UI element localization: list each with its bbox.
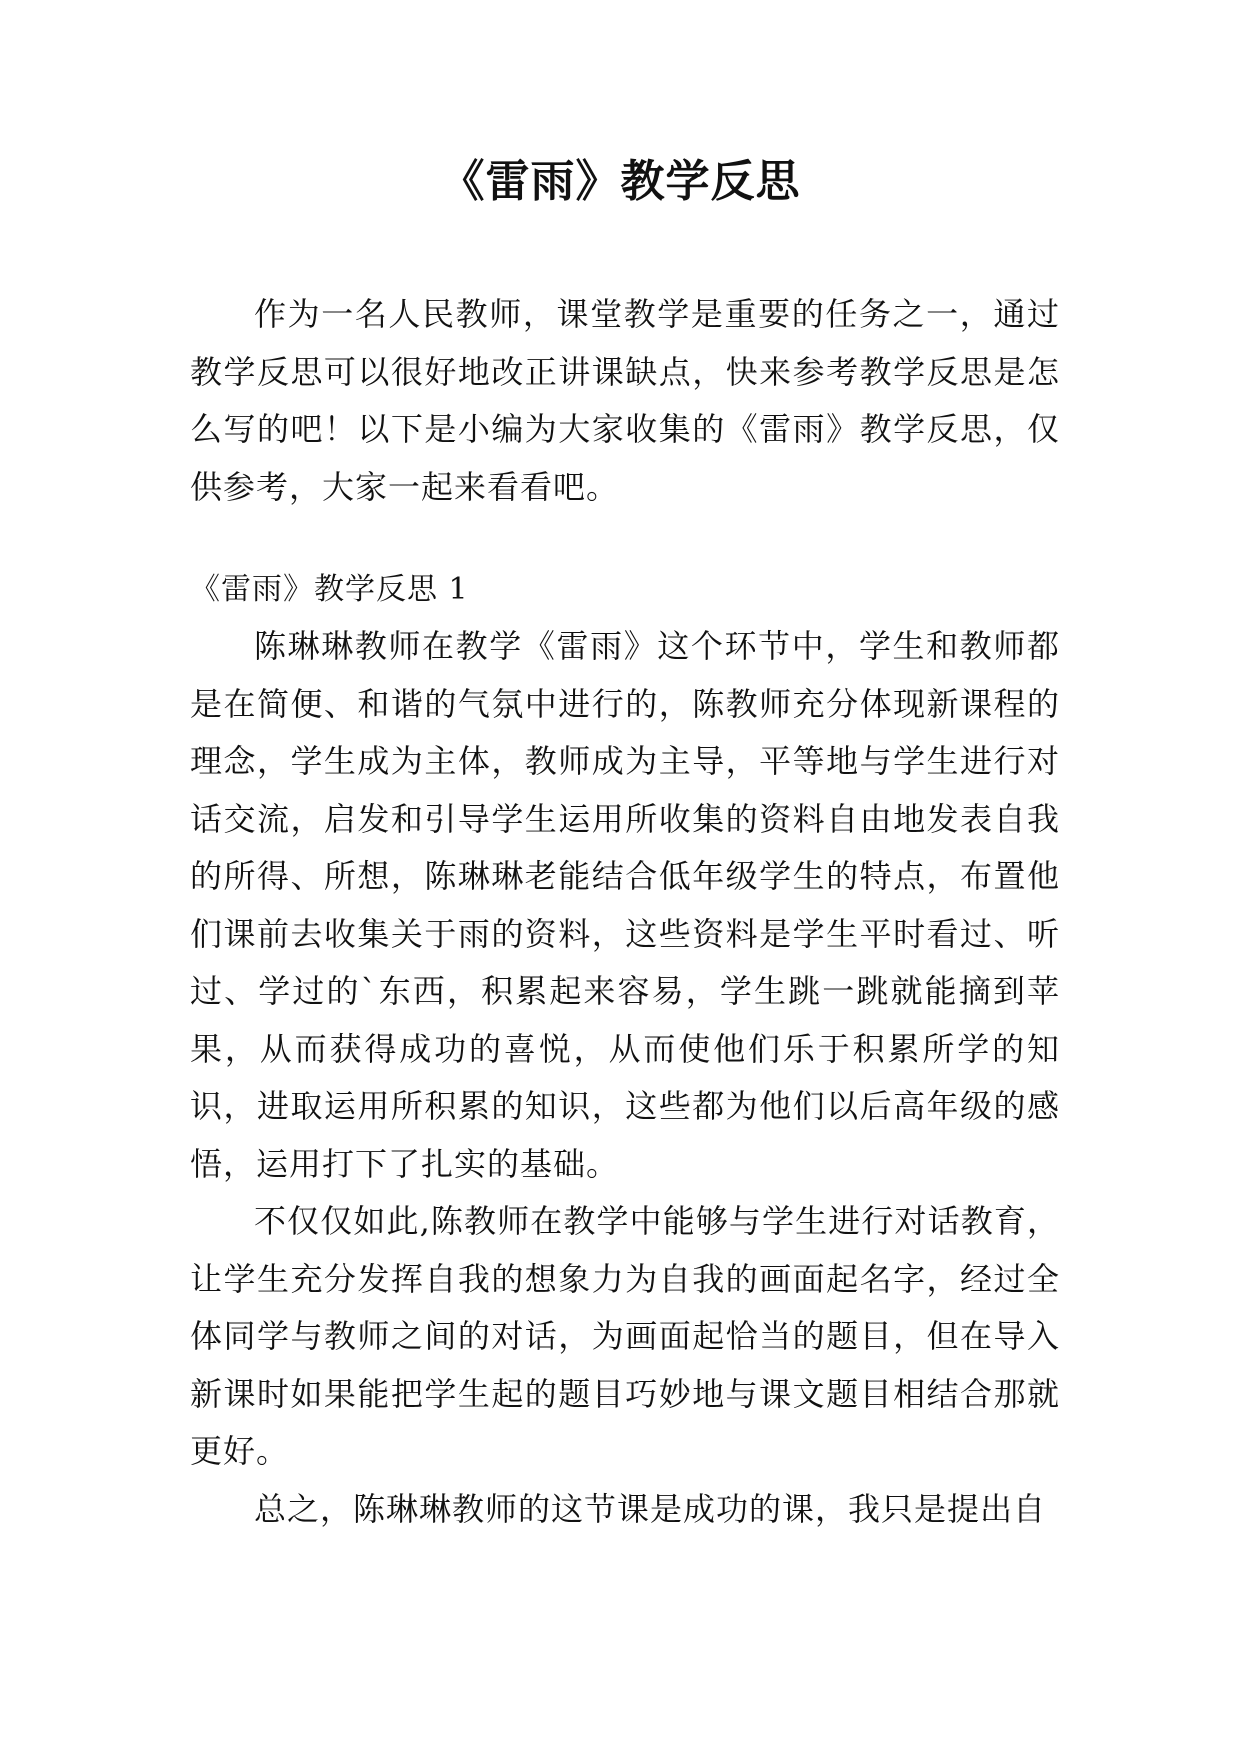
body-paragraph-3: 总之，陈琳琳教师的这节课是成功的课，我只是提出自 <box>254 1489 1047 1528</box>
document-body <box>190 286 1060 1538</box>
section-heading: 《雷雨》教学反思 1 <box>190 572 469 607</box>
body-paragraph-2: 不仅仅如此,陈教师在教学中能够与学生进行对话教育，让学生充分发挥自我的想象力为自我的画面起名字，经过全体同学与教师之间的对话，为画面起恰当的题目，但在导入新课时如果能把学生起的题目巧妙地与课文题目相结合那就更好。 <box>190 1202 1060 1470</box>
intro-paragraph: 作为一名人民教师，课堂教学是重要的任务之一，通过教学反思可以很好地改正讲课缺点，快来参考教学反思是怎么写的吧！以下是小编为大家收集的《雷雨》教学反思，仅供参考，大家一起来看看吧。 <box>190 295 1060 506</box>
document-title: 《雷雨》教学反思 <box>440 156 801 207</box>
body-paragraph-1: 陈琳琳教师在教学《雷雨》这个环节中，学生和教师都是在简便、和谐的气氛中进行的，陈教师充分体现新课程的理念，学生成为主体，教师成为主导，平等地与学生进行对话交流，启发和引导学生运用所收集的资料自由地发表自我的所得、所想，陈琳琳老能结合低年级学生的特点，布置他们课前去收集关于雨的资料，这些资料是学生平时看过、听过、学过的`东西，积累起来容易，学生跳一跳就能摘到苹果，从而获得成功的喜悦，从而使他们乐于积累所学的知识，进取运用所积累的知识，这些都为他们以后高年级的感悟，运用打下了扎实的基础。 <box>190 627 1060 1183</box>
spacer <box>190 516 1060 561</box>
